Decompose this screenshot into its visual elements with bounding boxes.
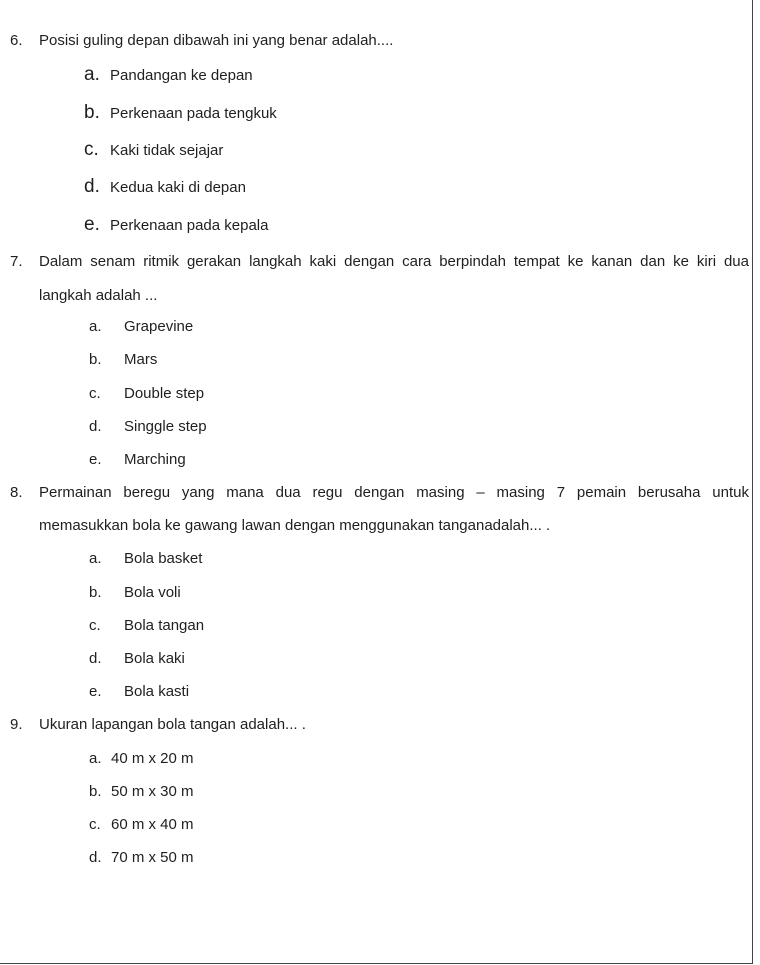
- option-letter: a.: [89, 550, 102, 567]
- option-text: 70 m x 50 m: [111, 849, 194, 866]
- option-text: Kedua kaki di depan: [110, 179, 246, 196]
- question-number: 6.: [10, 32, 23, 49]
- option-text: 50 m x 30 m: [111, 783, 194, 800]
- option-text: Perkenaan pada kepala: [110, 217, 269, 234]
- question-text: langkah adalah ...: [39, 287, 158, 304]
- option-text: Bola voli: [124, 584, 181, 601]
- option-text: Singgle step: [124, 418, 207, 435]
- option-letter: c.: [89, 617, 101, 634]
- question-number: 7.: [10, 253, 23, 270]
- option-text: Marching: [124, 451, 186, 468]
- option-text: Bola kaki: [124, 650, 185, 667]
- option-letter: d.: [89, 849, 102, 866]
- option-letter: b.: [89, 584, 102, 601]
- option-text: Pandangan ke depan: [110, 67, 253, 84]
- question-text: Posisi guling depan dibawah ini yang benar adalah....: [39, 32, 394, 49]
- option-text: 60 m x 40 m: [111, 816, 194, 833]
- option-text: Bola tangan: [124, 617, 205, 634]
- option-text: 40 m x 20 m: [111, 750, 194, 767]
- option-letter: d.: [84, 176, 100, 197]
- option-letter: d.: [89, 650, 102, 667]
- option-letter: c.: [89, 385, 101, 402]
- option-letter: a.: [89, 318, 102, 335]
- option-text: Kaki tidak sejajar: [110, 142, 224, 159]
- option-text: Double step: [124, 385, 205, 402]
- option-letter: a.: [84, 64, 100, 85]
- option-text: Grapevine: [124, 318, 194, 335]
- question-number: 9.: [10, 716, 23, 733]
- option-letter: b.: [84, 102, 100, 123]
- question-text: Dalam senam ritmik gerakan langkah kaki dengan cara berpindah tempat ke kanan dan ke kiri dua: [39, 253, 749, 270]
- option-text: Mars: [124, 351, 158, 368]
- question-text: Ukuran lapangan bola tangan adalah... .: [39, 716, 306, 733]
- question-text: memasukkan bola ke gawang lawan dengan menggunakan tanganadalah... .: [39, 517, 551, 534]
- option-text: Perkenaan pada tengkuk: [110, 105, 277, 122]
- option-letter: b.: [89, 783, 102, 800]
- option-letter: e.: [89, 451, 102, 468]
- option-letter: e.: [89, 683, 102, 700]
- option-letter: c.: [89, 816, 101, 833]
- option-letter: b.: [89, 351, 102, 368]
- option-letter: d.: [89, 418, 102, 435]
- option-letter: e.: [84, 214, 100, 235]
- option-letter: c.: [84, 139, 99, 160]
- option-text: Bola kasti: [124, 683, 190, 700]
- option-text: Bola basket: [124, 550, 203, 567]
- option-letter: a.: [89, 750, 102, 767]
- question-text: Permainan beregu yang mana dua regu dengan masing – masing 7 pemain berusaha untuk: [39, 484, 749, 501]
- question-number: 8.: [10, 484, 23, 501]
